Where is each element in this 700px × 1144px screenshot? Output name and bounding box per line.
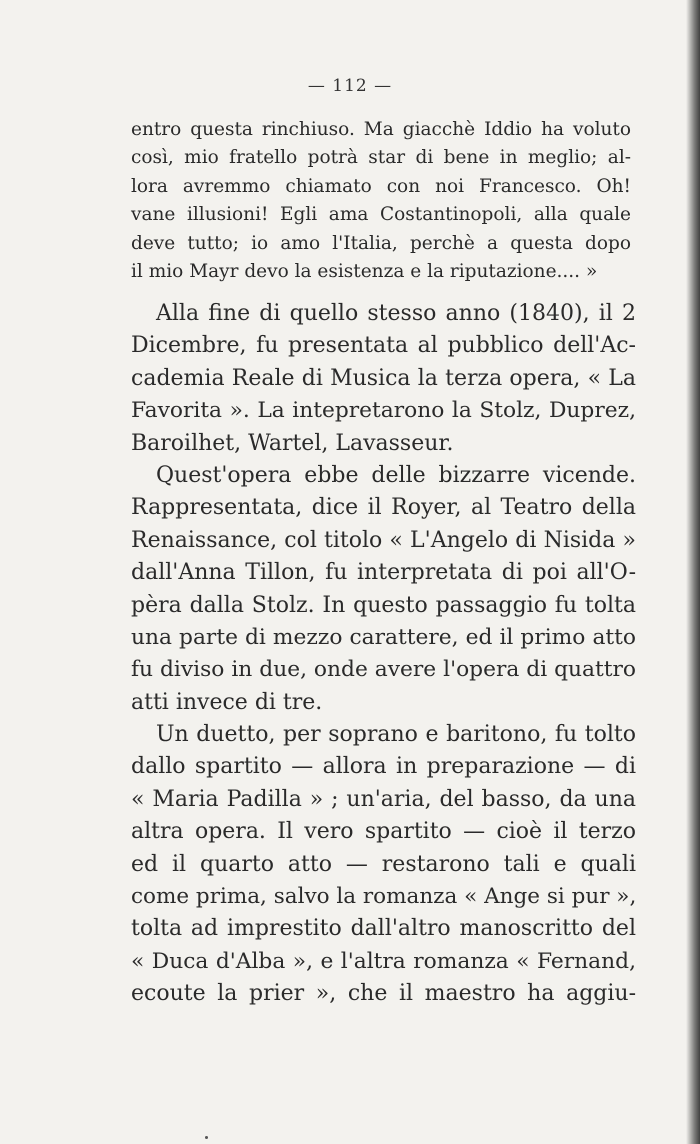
text-line: come prima, salvo la romanza « Ange si pur », <box>131 884 637 910</box>
text-line: Quest'opera ebbe delle bizzarre vicende. <box>156 462 636 488</box>
text-line: tolta ad imprestito dall'altro manoscritto del <box>131 916 636 942</box>
text-line: Rappresentata, dice il Royer, al Teatro della <box>131 495 636 521</box>
text-line: Alla fine di quello stesso anno (1840), il 2 <box>156 301 636 326</box>
text-line: Dicembre, fu presentata al pubblico dell'Ac- <box>131 333 636 359</box>
text-line: « Duca d'Alba », e l'altra romanza « Fernand, <box>131 948 636 974</box>
text-line: Baroilhet, Wartel, Lavasseur. <box>131 430 454 456</box>
quote-line: il mio Mayr devo la esistenza e la riputazione.... » <box>131 260 598 282</box>
quote-line: così, mio fratello potrà star di bene in meglio; al- <box>131 147 631 169</box>
text-line: dallo spartito — allora in preparazione — di <box>131 754 636 780</box>
quote-line: entro questa rinchiuso. Ma giacchè Iddio ha voluto <box>131 119 631 140</box>
paper-speck <box>205 1136 208 1139</box>
text-line: Renaissance, col titolo « L'Angelo di Nisida » <box>131 527 636 553</box>
page-number: — 112 — <box>307 76 393 96</box>
paragraph <box>131 460 636 719</box>
text-line: ed il quarto atto — restarono tali e quali <box>131 851 636 877</box>
quote-line: deve tutto; io amo l'Italia, perchè a questa dopo <box>131 232 631 254</box>
body-text <box>131 298 636 1011</box>
text-line: Un duetto, per soprano e baritono, fu tolto <box>156 722 636 748</box>
text-line: cademia Reale di Musica la terza opera, « La <box>131 365 636 391</box>
text-line: altra opera. Il vero spartito — cioè il terzo <box>131 819 636 845</box>
text-line: Favorita ». La intepretarono la Stolz, Duprez, <box>131 398 636 424</box>
quote-line: lora avremmo chiamato con noi Francesco. Oh! <box>131 175 631 197</box>
quote-line: vane illusioni! Egli ama Costantinopoli, alla quale <box>131 204 631 226</box>
quoted-letter <box>131 116 631 286</box>
text-line: una parte di mezzo carattere, ed il primo atto <box>131 624 636 650</box>
paragraph <box>131 719 636 1011</box>
text-line: « Maria Padilla » ; un'aria, del basso, da una <box>131 786 636 812</box>
text-line: fu diviso in due, onde avere l'opera di quattro <box>131 657 636 683</box>
page-edge-shadow <box>686 0 700 1144</box>
text-line: ecoute la prier », che il maestro ha aggiu- <box>131 981 636 1007</box>
text-line: dall'Anna Tillon, fu interpretata di poi all'O- <box>131 560 636 586</box>
text-line: atti invece di tre. <box>131 689 323 715</box>
paragraph <box>131 298 636 460</box>
text-line: pèra dalla Stolz. In questo passaggio fu tolta <box>131 592 636 618</box>
